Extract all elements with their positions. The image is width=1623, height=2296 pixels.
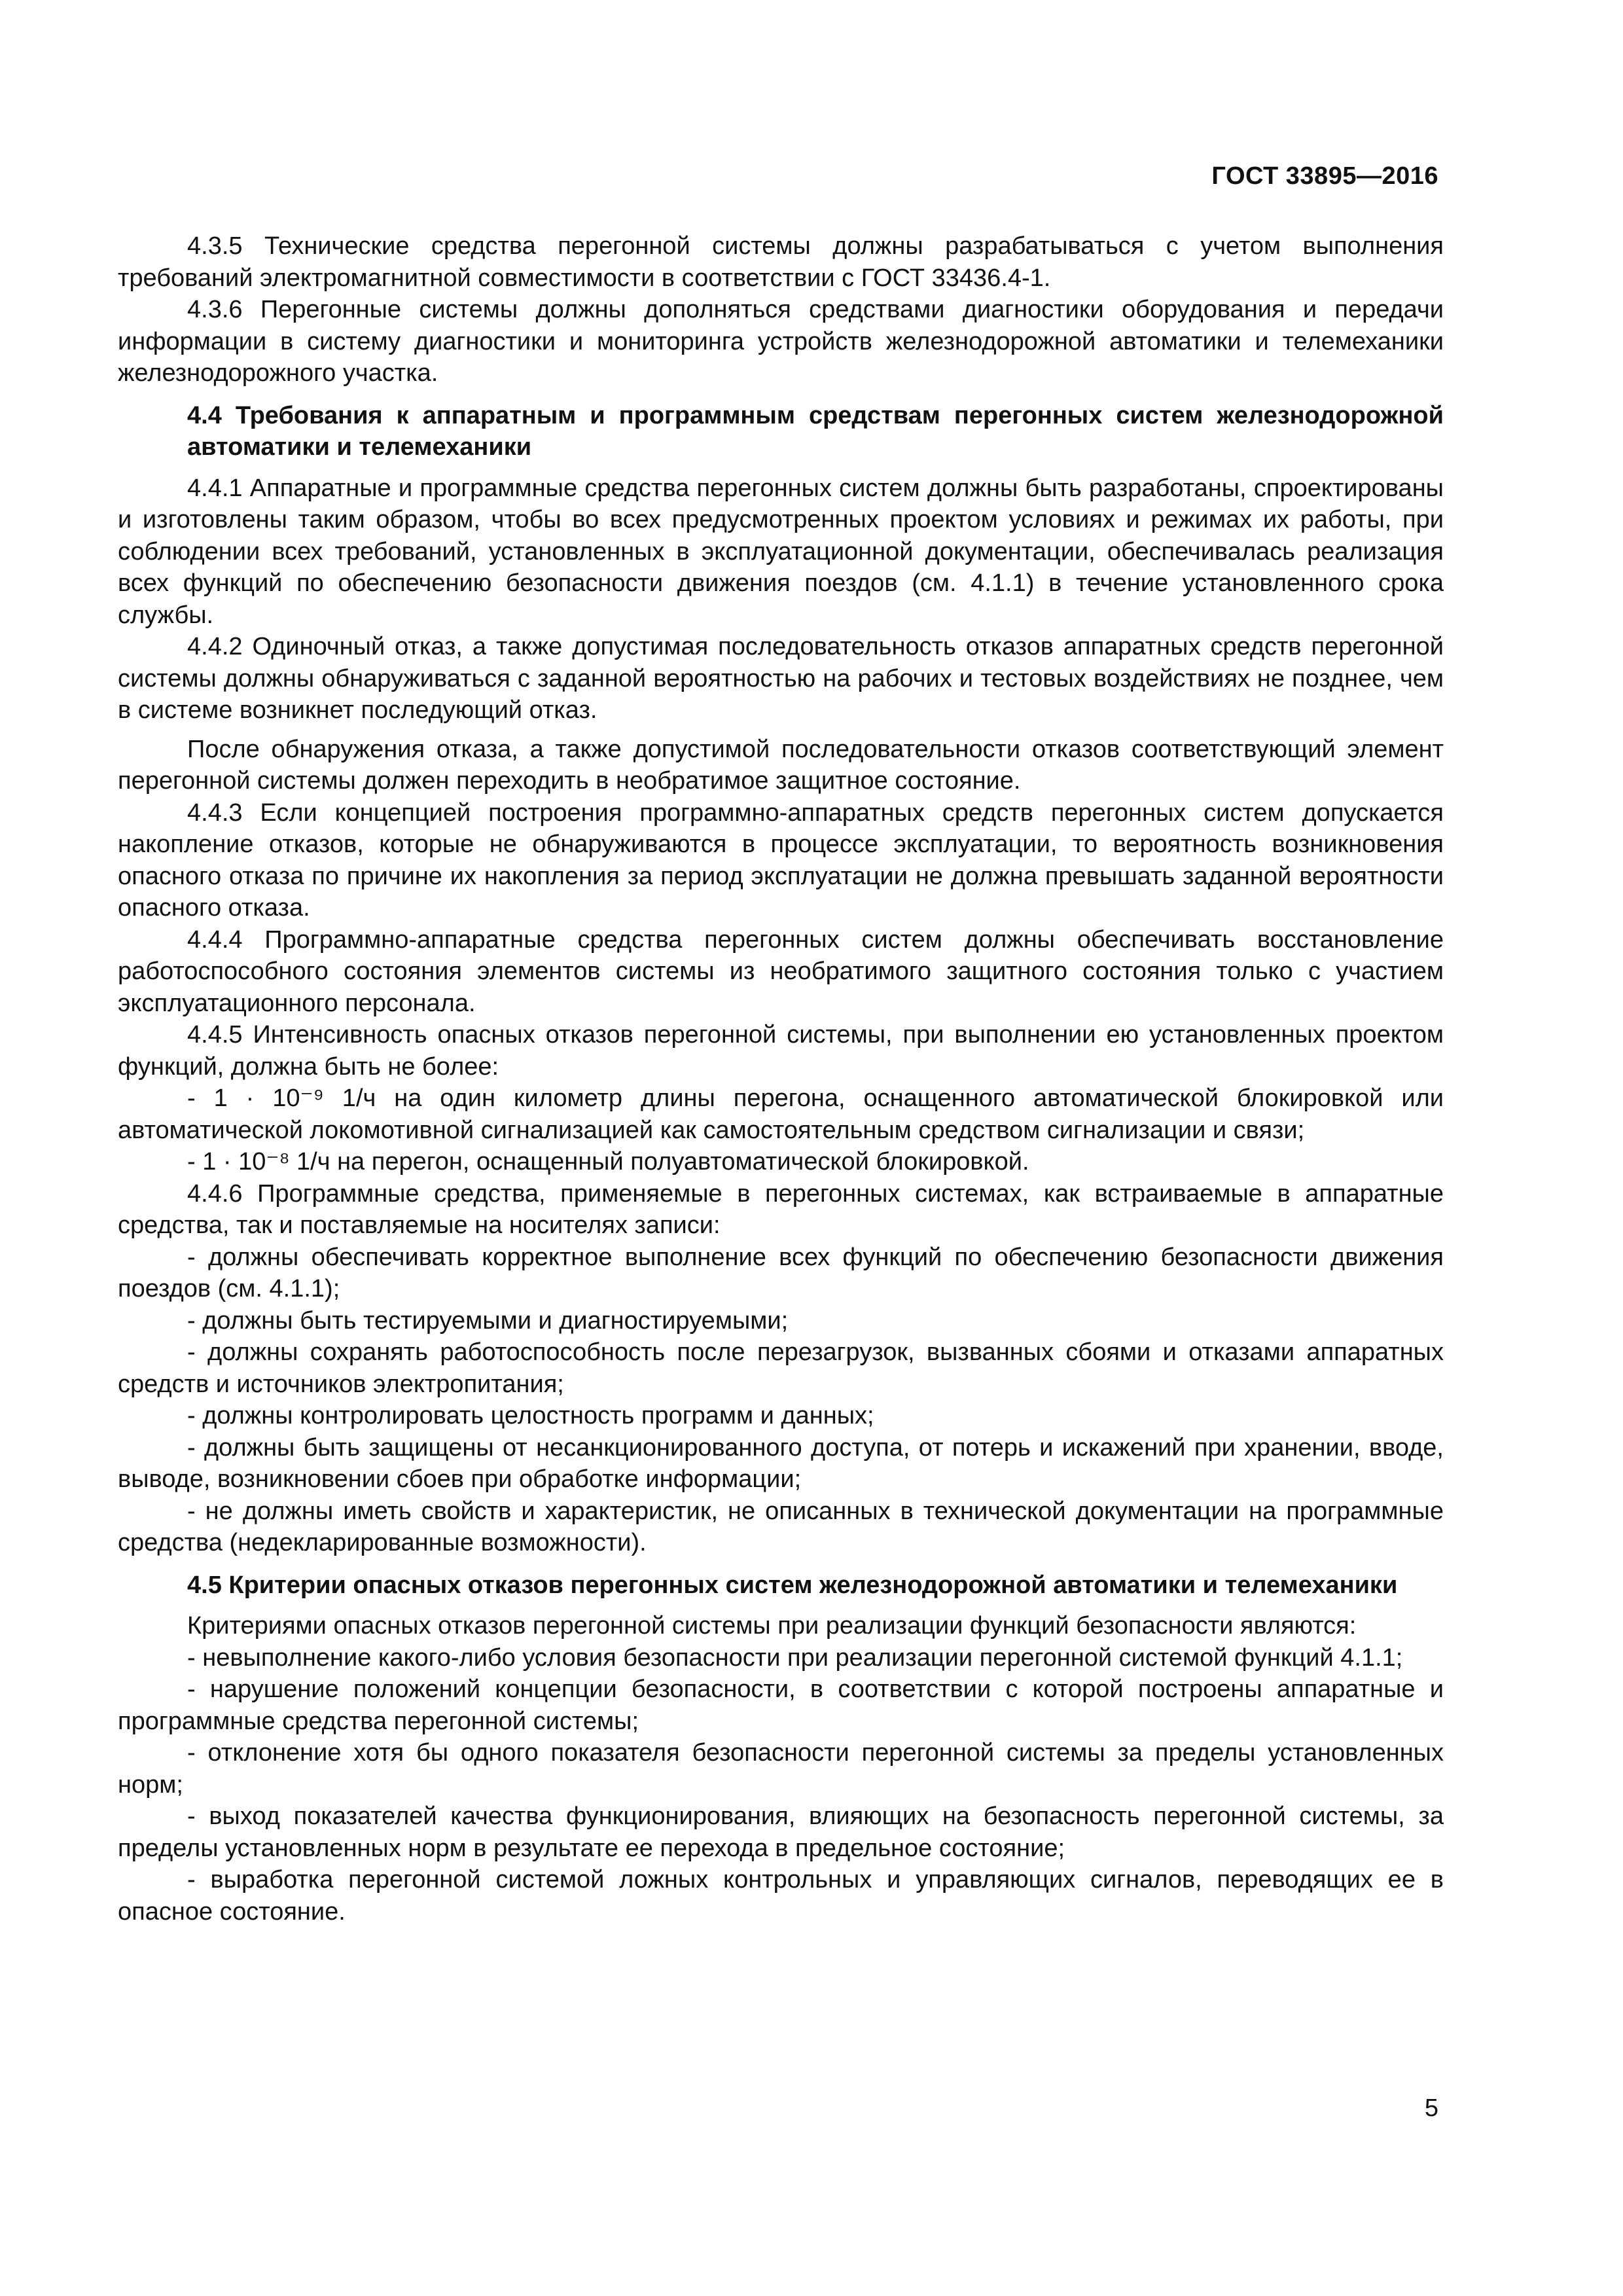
list-item-4-4-5-a: - 1 · 10⁻⁹ 1/ч на один километр длины перегона, оснащенного автоматической блокировкой или автоматической локомотивной сигнализацией как самостоятельным средством сигнализации и связи; [118,1085,1444,1144]
list-item-4-4-6-b: - должны быть тестируемыми и диагностируемыми; [187,1306,789,1335]
list-item-4-4-6-e: - должны быть защищены от несанкционированного доступа, от потерь и искажений при хранении, вводе, выводе, возникновении сбоев при обработке информации; [118,1433,1444,1493]
paragraph-4-3-5: 4.3.5 Технические средства перегонной системы должны разрабатываться с учетом выполнения требований электромагнитной совместимости в соответствии с ГОСТ 33436.4-1. [118,232,1444,292]
list-item-4-5-e: - выработка перегонной системой ложных контрольных и управляющих сигналов, переводящих ее в опасное состояние. [118,1866,1444,1926]
list-item-4-5-d: - выход показателей качества функционирования, влияющих на безопасность перегонной системы, за пределы установленных норм в результате ее перехода в предельное состояние; [118,1803,1444,1862]
list-item-4-4-5-b: - 1 · 10⁻⁸ 1/ч на перегон, оснащенный полуавтоматической блокировкой. [187,1148,1029,1175]
paragraph-4-4-2: 4.4.2 Одиночный отказ, а также допустимая последовательность отказов аппаратных средств перегонной системы должны обнаруживаться с заданной вероятностью на рабочих и тестовых воздействиях не позднее, чем в системе возникнет последующий отказ. [118,633,1444,724]
list-item-4-4-6-f: - не должны иметь свойств и характеристик, не описанных в технической документации на программные средства (недекларированные возможности). [118,1497,1444,1556]
list-item-4-4-6-a: - должны обеспечивать корректное выполнение всех функций по обеспечению безопасности движения поездов (см. 4.1.1); [118,1243,1444,1302]
paragraph-4-5: Критериями опасных отказов перегонной системы при реализации функций безопасности являются: [187,1612,1357,1640]
section-heading-4-5 [118,1570,1444,1602]
paragraph-4-4-1: 4.4.1 Аппаратные и программные средства перегонных систем должны быть разработаны, спроектированы и изготовлены таким образом, чтобы во всех предусмотренных проектом условиях и режимах их работы, при соблюдении всех требований, установленных в эксплуатационной документации, обеспечивалась реализация всех функций по обеспечению безопасности движения поездов (см. 4.1.1) в течение установленного срока службы. [118,474,1444,629]
page-number: 5 [1424,2094,1438,2122]
list-item-4-4-6-c: - должны сохранять работоспособность после перезагрузок, вызванных сбоями и отказами аппаратных средств и источников электропитания; [118,1338,1444,1398]
list-item-4-4-6-d: - должны контролировать целостность программ и данных; [187,1402,874,1429]
list-item-4-5-c: - отклонение хотя бы одного показателя безопасности перегонной системы за пределы установленных норм; [118,1739,1444,1799]
paragraph-4-4-4: 4.4.4 Программно-аппаратные средства перегонных систем должны обеспечивать восстановление работоспособного состояния элементов системы из необратимого защитного состояния только с участием эксплуатационного персонала. [118,925,1444,1017]
document-header-code: ГОСТ 33895—2016 [1211,162,1438,190]
paragraph-4-4-2-continued: После обнаружения отказа, а также допустимой последовательности отказов соответствующий элемент перегонной системы должен переходить в необратимое защитное состояние. [118,735,1444,795]
list-item-4-5-b: - нарушение положений концепции безопасности, в соответствии с которой построены аппаратные и программные средства перегонной системы; [118,1676,1444,1735]
paragraph-4-4-3: 4.4.3 Если концепцией построения программно-аппаратных средств перегонных систем допускается накопление отказов, которые не обнаруживаются в процессе эксплуатации, то вероятность возникновения опасного отказа по причине их накопления за период эксплуатации не должна превышать заданной вероятности опасного отказа. [118,798,1444,922]
paragraph-4-4-6: 4.4.6 Программные средства, применяемые в перегонных системах, как встраиваемые в аппаратные средства, так и поставляемые на носителях записи: [118,1179,1444,1239]
section-heading-4-5-text: 4.5 Критерии опасных отказов перегонных систем железнодорожной автоматики и телемеханики [187,1571,1398,1599]
section-heading-4-4-text: 4.4 Требования к аппаратным и программным средствам перегонных систем железнодорожной автоматики и телемеханики [187,401,1444,461]
list-item-4-5-a: - невыполнение какого-либо условия безопасности при реализации перегонной системой функций 4.1.1; [187,1643,1403,1672]
document-body [118,230,1444,1928]
paragraph-4-4-5: 4.4.5 Интенсивность опасных отказов перегонной системы, при выполнении ею установленных проектом функций, должна быть не более: [118,1021,1444,1081]
section-heading-4-4 [118,400,1444,463]
paragraph-4-3-6: 4.3.6 Перегонные системы должны дополняться средствами диагностики оборудования и передачи информации в систему диагностики и мониторинга устройств железнодорожной автоматики и телемеханики железнодорожного участка. [118,296,1444,387]
